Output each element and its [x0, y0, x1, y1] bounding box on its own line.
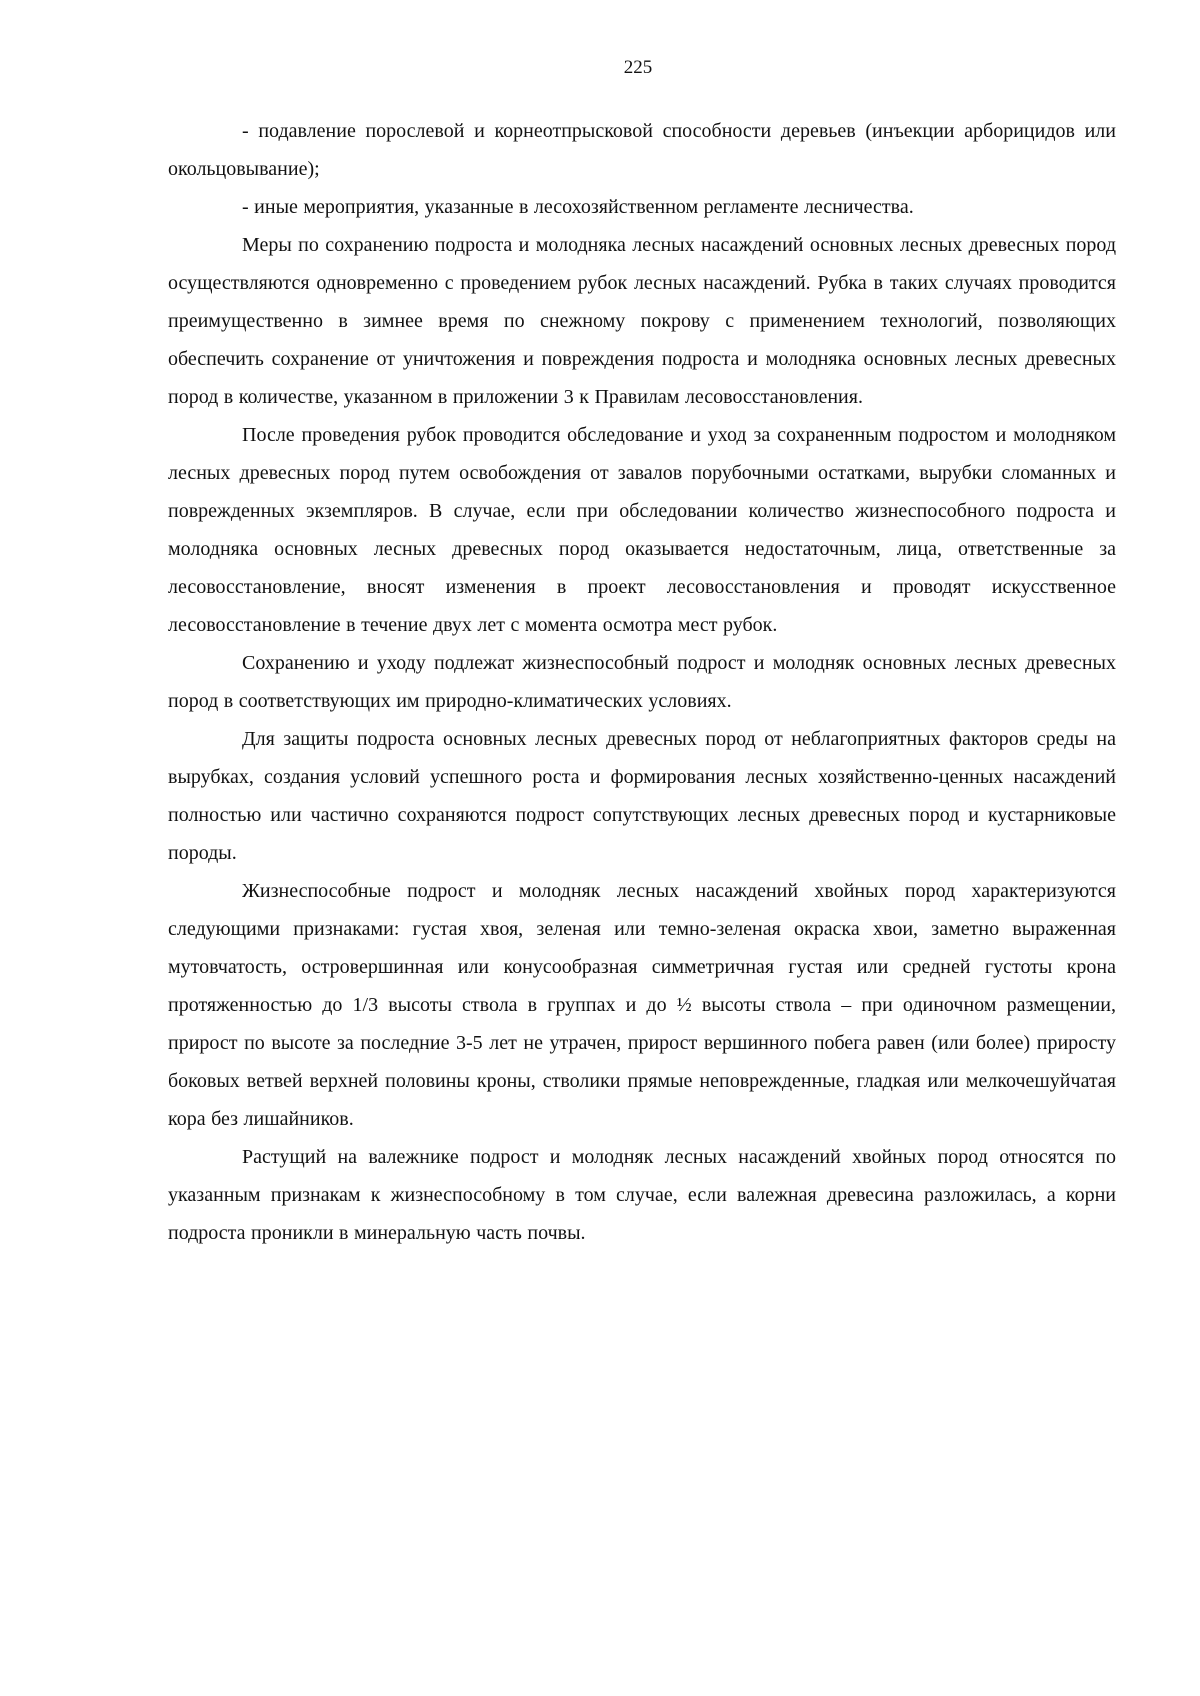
paragraph-2: - иные мероприятия, указанные в лесохозяйственном регламенте лесничества. — [242, 196, 914, 218]
paragraph-3: Меры по сохранению подроста и молодняка лесных насаждений основных лесных древесных пород осуществляются одновременно с проведением рубок лесных насаждений. Рубка в таких случаях проводится преимущественно в зимнее время по снежному покрову с применением технологий, позволяющих обеспечить сохранение от уничтожения и повреждения подроста и молодняка основных лесных древесных пород в количестве, указанном в приложении 3 к Правилам лесовосстановления. — [168, 234, 1116, 408]
paragraph-1: - подавление порослевой и корнеотпрысковой способности деревьев (инъекции арборицидов или окольцовывание); — [168, 120, 1116, 180]
paragraph-5: Сохранению и уходу подлежат жизнеспособный подрост и молодняк основных лесных древесных пород в соответствующих им природно-климатических условиях. — [168, 652, 1116, 712]
paragraph-6: Для защиты подроста основных лесных древесных пород от неблагоприятных факторов среды на вырубках, создания условий успешного роста и формирования лесных хозяйственно-ценных насаждений полностью или частично сохраняются подрост сопутствующих лесных древесных пород и кустарниковые породы. — [168, 728, 1116, 864]
document-body — [168, 112, 1116, 1252]
paragraph-7: Жизнеспособные подрост и молодняк лесных насаждений хвойных пород характеризуются следующими признаками: густая хвоя, зеленая или темно-зеленая окраска хвои, заметно выраженная мутовчатость, островершинная или конусообразная симметричная густая или средней густоты крона протяженностью до 1/3 высоты ствола в группах и до ½ высоты ствола – при одиночном размещении, прирост по высоте за последние 3-5 лет не утрачен, прирост вершинного побега равен (или более) приросту боковых ветвей верхней половины кроны, стволики прямые неповрежденные, гладкая или мелкочешуйчатая кора без лишайников. — [168, 880, 1116, 1130]
page-number: 225 — [623, 57, 653, 78]
paragraph-8: Растущий на валежнике подрост и молодняк лесных насаждений хвойных пород относятся по указанным признакам к жизнеспособному в том случае, если валежная древесина разложилась, а корни подроста проникли в минеральную часть почвы. — [168, 1146, 1116, 1244]
paragraph-4: После проведения рубок проводится обследование и уход за сохраненным подростом и молодняком лесных древесных пород путем освобождения от завалов порубочными остатками, вырубки сломанных и поврежденных экземпляров. В случае, если при обследовании количество жизнеспособного подроста и молодняка основных лесных древесных пород оказывается недостаточным, лица, ответственные за лесовосстановление, вносят изменения в проект лесовосстановления и проводят искусственное лесовосстановление в течение двух лет с момента осмотра мест рубок. — [168, 424, 1116, 636]
